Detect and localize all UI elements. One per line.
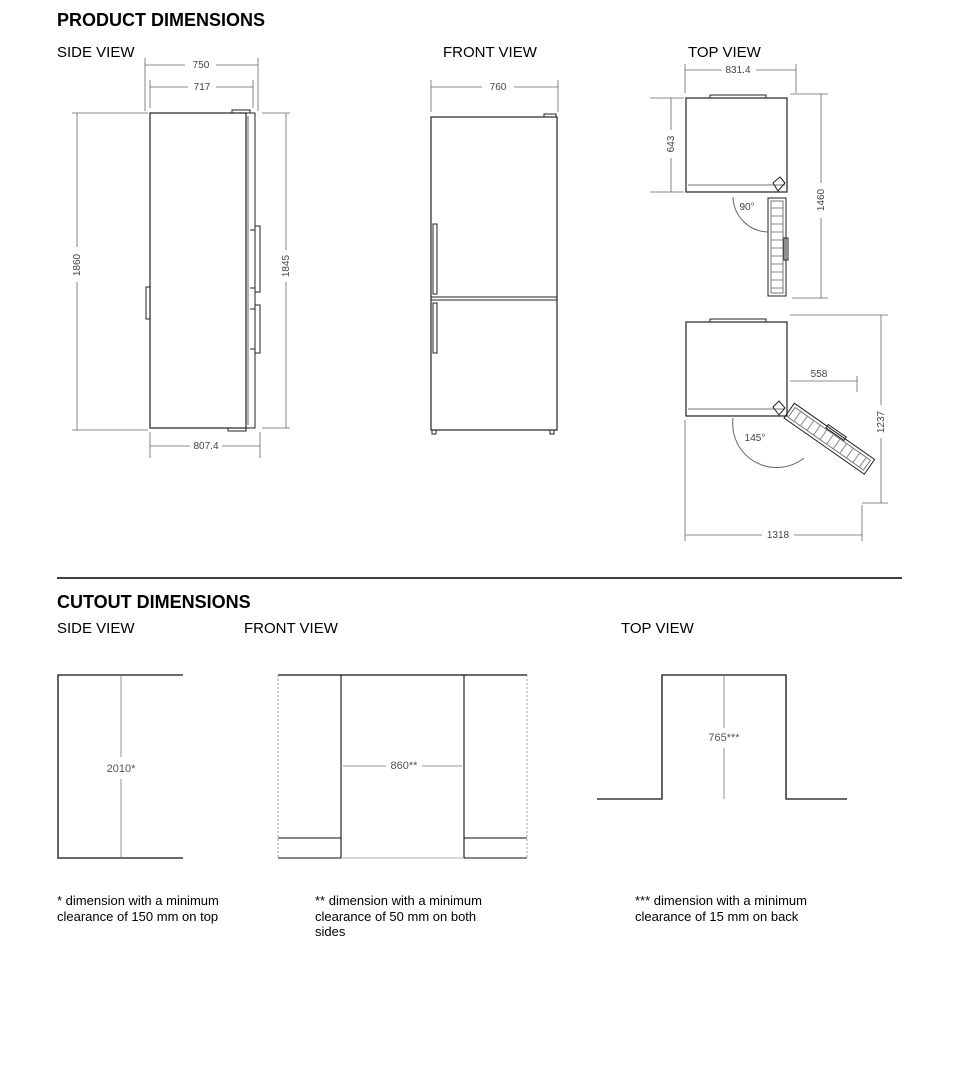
cutout-side-view-drawing [58,675,183,858]
product-top-view-145-drawing [686,319,876,474]
dim-top-1318: 1318 [766,530,790,541]
dim-top-643: 643 [666,135,677,153]
front-upper-handle [433,224,437,294]
dim-front-760: 760 [489,82,507,93]
dim-top-831-4: 831.4 [725,65,751,76]
product-top-view-label: TOP VIEW [688,44,761,61]
cutout-side-view-label: SIDE VIEW [57,620,135,637]
note-top-clearance: * dimension with a minimum clearance of 150 mm on top [57,893,219,924]
dim-top-1460: 1460 [816,188,827,212]
product-top-view-90-dimensions [650,64,828,298]
dim-side-807-4: 807.4 [193,441,219,452]
cutout-top-view-label: TOP VIEW [621,620,694,637]
dim-cutout-2010: 2010* [106,763,136,775]
side-door-outline [246,113,255,428]
front-body-outline [431,117,557,430]
dim-cutout-860: 860** [390,760,418,772]
angle-145: 145° [744,433,766,444]
side-body-outline [150,113,246,428]
side-top-hinge [232,110,250,113]
top145-body-outline [686,322,787,416]
cutout-top-view-drawing [597,675,847,799]
dim-cutout-765: 765*** [708,732,740,744]
product-side-view-label: SIDE VIEW [57,44,135,61]
note-side-clearance: ** dimension with a minimum clearance of 50 mm on both sides [315,893,482,939]
side-back-bump [146,287,150,319]
angle-90: 90° [739,202,755,213]
product-side-view-drawing [146,110,260,431]
top145-open-door [784,402,876,475]
product-dimensions-heading: PRODUCT DIMENSIONS [57,10,266,30]
dim-side-750: 750 [192,60,210,71]
cutout-dimensions-heading: CUTOUT DIMENSIONS [57,592,251,612]
side-lower-handle [255,305,260,353]
dim-top-1237: 1237 [876,410,887,434]
top90-body-outline [686,98,787,192]
note-back-clearance: *** dimension with a minimum clearance of 15 mm on back [635,893,807,924]
cutout-front-view-drawing [278,675,527,858]
dim-side-717: 717 [193,82,211,93]
dim-top-558: 558 [810,369,828,380]
front-lower-handle [433,303,437,353]
side-upper-handle [255,226,260,292]
top90-open-door [768,198,788,296]
dim-side-1845: 1845 [281,254,292,278]
product-front-view-drawing [431,114,557,434]
product-top-view-90-drawing [686,95,788,296]
dim-side-1860: 1860 [72,253,83,277]
cutout-front-view-label: FRONT VIEW [244,620,338,637]
top145-swing-arc [733,418,804,468]
product-side-view-dimensions [72,58,290,458]
product-front-view-label: FRONT VIEW [443,44,537,61]
